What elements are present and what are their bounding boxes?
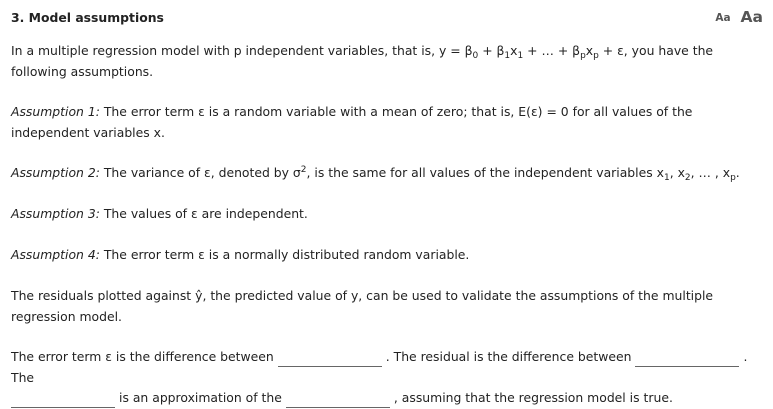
question-text: , assuming that the regression model is true.: [393, 390, 673, 405]
assumption-text: The error term ε is a random variable with a mean of zero; that is, E(ε) = 0 for all values of the independent variables x.: [11, 104, 693, 140]
question-text: The error term ε is the difference between: [11, 349, 274, 364]
subscript: 1: [517, 51, 524, 61]
intro-text: x: [510, 43, 518, 58]
font-decrease-button[interactable]: Aa: [715, 12, 731, 24]
intro-text: In a multiple regression model with p independent variables, that is, y = β: [11, 43, 473, 58]
intro-text: + β: [478, 43, 505, 58]
assumption-3: [11, 204, 766, 225]
font-increase-button[interactable]: Aa: [740, 8, 763, 26]
subscript: p: [730, 173, 736, 183]
section-header: [11, 9, 763, 27]
assumption-text: .: [735, 165, 740, 180]
subscript: 2: [684, 173, 691, 183]
assumption-1: [11, 102, 766, 143]
assumption-2: [11, 163, 766, 184]
question-text: . The: [11, 349, 748, 385]
assumption-4: [11, 245, 766, 266]
subscript: p: [593, 51, 599, 61]
assumption-text: The variance of ε, denoted by σ: [99, 165, 301, 180]
answer-blank-4[interactable]: [286, 393, 390, 408]
intro-text: + … + β: [523, 43, 581, 58]
intro-paragraph: [11, 41, 766, 82]
assumption-label: Assumption 4:: [11, 247, 100, 262]
section-title: 3. Model assumptions: [11, 10, 164, 25]
assumption-text: The error term ε is a normally distributed random variable.: [99, 247, 470, 262]
subscript: 1: [663, 173, 670, 183]
assumption-text: , is the same for all values of the independent variables x: [306, 165, 664, 180]
answer-blank-1[interactable]: [278, 352, 382, 367]
assumption-label: Assumption 2:: [11, 165, 100, 180]
question-paragraph: [11, 347, 766, 409]
intro-text: x: [585, 43, 594, 58]
assumption-text: , … , x: [690, 165, 731, 180]
question-text: . The residual is the difference between: [385, 349, 632, 364]
answer-blank-2[interactable]: [635, 352, 739, 367]
assumption-label: Assumption 3:: [11, 206, 100, 221]
assumption-label: Assumption 1:: [11, 104, 100, 119]
assumption-text: The values of ε are independent.: [99, 206, 308, 221]
superscript: 2: [300, 165, 307, 175]
subscript: 0: [472, 51, 479, 61]
residuals-paragraph: The residuals plotted against ŷ, the predicted value of y, can be used to validate the assumptions of the multiple regression model.: [11, 288, 714, 324]
font-size-controls: [715, 8, 763, 26]
subscript: 1: [504, 51, 511, 61]
intro-text: + ε, you have the following assumptions.: [11, 43, 714, 79]
answer-blank-3[interactable]: [11, 393, 115, 408]
question-text: is an approximation of the: [119, 390, 282, 405]
subscript: p: [580, 51, 586, 61]
assumption-text: , x: [669, 165, 685, 180]
